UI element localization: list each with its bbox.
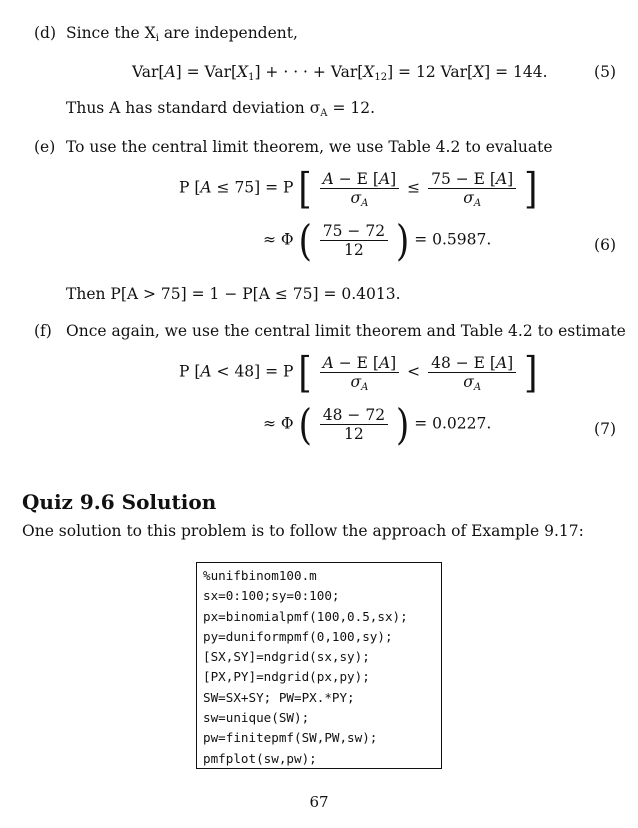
code-line: sw=unique(SW); <box>203 710 310 726</box>
item-d-conclusion: Thus A has standard deviation $\sigma_A = 12$. <box>66 99 376 119</box>
equation-6-result: = 0.5987. <box>414 230 492 249</box>
equation-7-number: (7) <box>594 420 616 438</box>
equation-5-number: (5) <box>594 63 616 81</box>
item-e-label: (e) <box>34 138 56 156</box>
item-e-intro: To use the central limit theorem, we use Table 4.2 to evaluate <box>66 138 553 156</box>
item-e-conclusion: Then P[A > 75] = 1 − P[A ≤ 75] = 0.4013. <box>66 285 401 303</box>
item-d-intro: Since the $X_i$ are independent, <box>66 24 298 44</box>
equation-5: $Var[A] = Var[X_1]$ + · · · + $Var[X_{12}] = 12$ Var[X] = 144. <box>132 63 548 83</box>
code-line: pw=finitepmf(SW,PW,sw); <box>203 730 378 746</box>
code-line: [SX,SY]=ndgrid(sx,sy); <box>203 649 370 665</box>
code-line: pmfplot(sw,pw); <box>203 750 317 766</box>
code-line: %unifbinom100.m <box>203 568 317 583</box>
code-line: SW=SX+SY; PW=PX.*PY; <box>203 689 355 705</box>
item-d-label: (d) <box>34 24 57 42</box>
item-f-label: (f) <box>34 322 52 340</box>
equation-6-line-1: P [A ≤ 75] = P [ $\frac{A - E [A]}{\sigma_A}$ ≤ $\frac{75 - E [A]}{\sigma_A}$ ] <box>179 163 538 214</box>
section-heading: Quiz 9.6 Solution <box>22 490 217 514</box>
equation-6-number: (6) <box>594 236 616 254</box>
equation-6-line-2: ≈ Φ ( $\frac{75 - 72}{12}$ ) = 0.5987. <box>263 215 492 266</box>
equation-7-line-1: P [A < 48] = P [ $\frac{A - E [A]}{\sigma_A}$ < $\frac{48 - E [A]}{\sigma_A}$ ] <box>179 347 538 398</box>
code-line: py=duniformpmf(0,100,sy); <box>203 628 393 644</box>
code-listing <box>196 562 442 769</box>
code-line: [PX,PY]=ndgrid(px,py); <box>203 669 370 685</box>
code-line: px=binomialpmf(100,0.5,sx); <box>203 608 408 624</box>
equation-7-line-2: ≈ Φ ( $\frac{48 - 72}{12}$ ) = 0.0227. <box>263 399 492 450</box>
equation-7-result: = 0.0227. <box>414 414 492 433</box>
page-number: 67 <box>309 793 329 811</box>
item-f-intro: Once again, we use the central limit theorem and Table 4.2 to estimate <box>66 322 626 340</box>
section-intro: One solution to this problem is to follow the approach of Example 9.17: <box>22 522 584 540</box>
code-line: sx=0:100;sy=0:100; <box>203 588 340 604</box>
